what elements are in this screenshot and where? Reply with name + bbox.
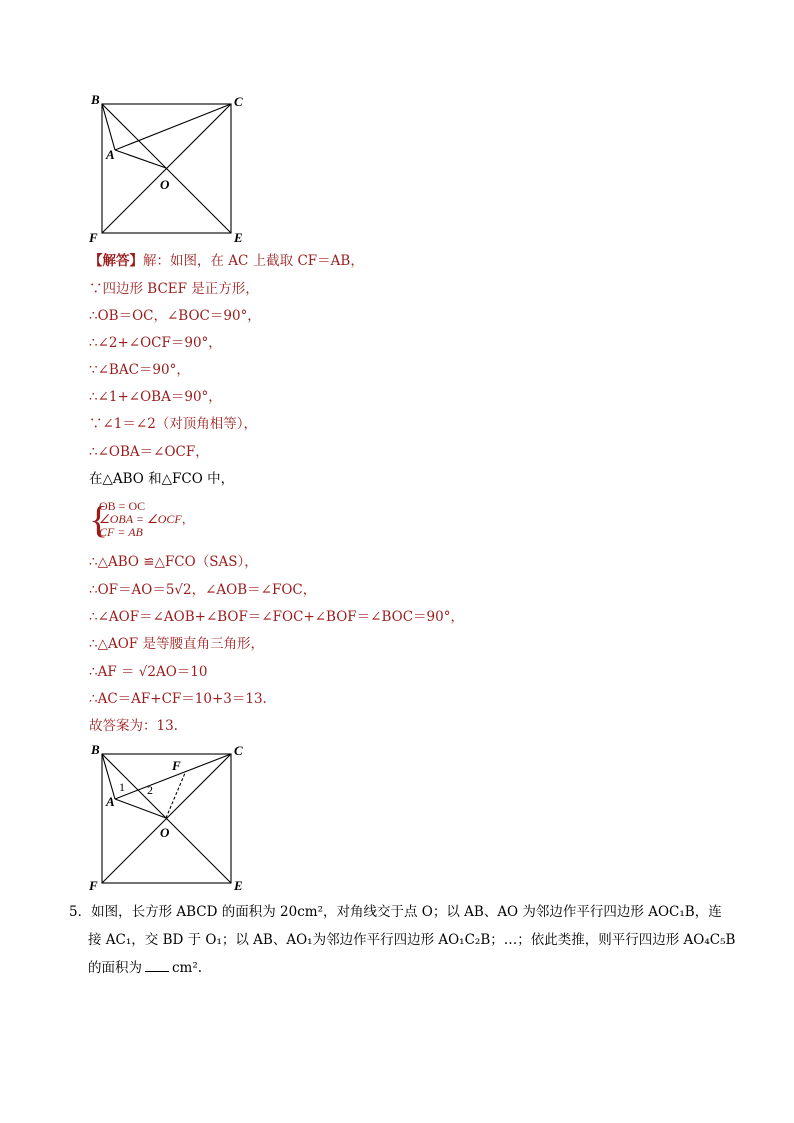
question-5-prefix: 的面积为 <box>88 960 142 976</box>
label-e: E <box>234 230 243 245</box>
label-c: C <box>234 94 243 109</box>
angle-1-label: 1 <box>119 780 125 794</box>
system-brace: { <box>89 498 109 541</box>
solution-line-14: ∴AF ＝ √2AO＝10 <box>89 664 208 680</box>
label-e-2: E <box>234 878 243 893</box>
solution-line-1 <box>89 252 364 270</box>
solution-line-8: ∴∠OBA＝∠OCF， <box>89 444 209 460</box>
solution-answer: 故答案为：13. <box>89 718 178 734</box>
question-5 <box>69 898 739 982</box>
system-row-2-text: ∠OBA = ∠OCF <box>99 512 182 526</box>
label-f: F <box>89 230 98 245</box>
solution-line-4: ∴∠2+∠OCF＝90°， <box>89 335 222 351</box>
figure-1-square-diagram <box>84 90 254 250</box>
label-f-inner: F <box>172 758 181 773</box>
solution-line-12: ∴∠AOF＝∠AOB+∠BOF＝∠FOC+∠BOF＝∠BOC＝90°， <box>89 609 464 625</box>
segment-of-dashed <box>166 773 185 818</box>
system-row-2 <box>99 513 194 525</box>
question-5-line-2: 接 AC₁，交 BD 于 O₁；以 AB、AO₁为邻边作平行四边形 AO₁C₂B；…；依此类推，则平行四边形 AO₄C₅B <box>88 932 736 948</box>
label-b-2: B <box>91 742 100 757</box>
solution-line-9: 在△ABO 和△FCO 中， <box>89 471 235 487</box>
solution-line-7: ∵∠1＝∠2（对顶角相等）， <box>89 416 258 432</box>
solution-line-3: ∴OB＝OC，∠BOC＝90°， <box>89 308 261 324</box>
solution-line-11: ∴OF＝AO＝5√2，∠AOB＝∠FOC， <box>89 582 317 598</box>
solution-line-6: ∴∠1+∠OBA＝90°， <box>89 389 222 405</box>
segment-ao-2 <box>115 799 166 818</box>
solution-tag: 【解答】 <box>89 253 143 269</box>
question-5-line-3 <box>69 954 739 982</box>
label-b: B <box>91 92 100 107</box>
system-suffix: ， <box>181 512 194 526</box>
solution-line-15: ∴AC＝AF+CF＝10+3＝13. <box>89 691 267 707</box>
label-o: O <box>160 177 170 192</box>
solution-line-10: ∴△ABO ≌△FCO（SAS）， <box>89 554 258 570</box>
system-row-3: CF = AB <box>99 525 143 539</box>
system-row-1: OB = OC <box>99 499 146 513</box>
label-f-2: F <box>89 878 98 893</box>
question-5-number: 5． <box>69 904 92 920</box>
question-5-line-1 <box>69 898 739 926</box>
label-c-2: C <box>234 743 243 758</box>
question-5-text-1: 如图，长方形 ABCD 的面积为 20cm²，对角线交于点 O；以 AB、AO 为邻边作平行四边形 AOC₁B，连 <box>91 904 722 920</box>
answer-blank[interactable] <box>145 971 169 972</box>
solution-text: 解：如图，在 AC 上截取 CF＝AB， <box>143 253 364 269</box>
label-o-2: O <box>160 825 170 840</box>
label-a: A <box>106 147 115 162</box>
question-5-unit: cm². <box>172 960 203 976</box>
segment-ao <box>115 150 166 168</box>
solution-line-13: ∴△AOF 是等腰直角三角形， <box>89 636 264 652</box>
solution-line-2: ∵四边形 BCEF 是正方形， <box>89 281 259 297</box>
segment-ac <box>115 104 231 150</box>
solution-line-5: ∵∠BAC＝90°， <box>89 362 190 378</box>
angle-2-label: 2 <box>147 783 153 797</box>
label-a-2: A <box>106 794 115 809</box>
figure-2-square-diagram <box>84 738 254 898</box>
